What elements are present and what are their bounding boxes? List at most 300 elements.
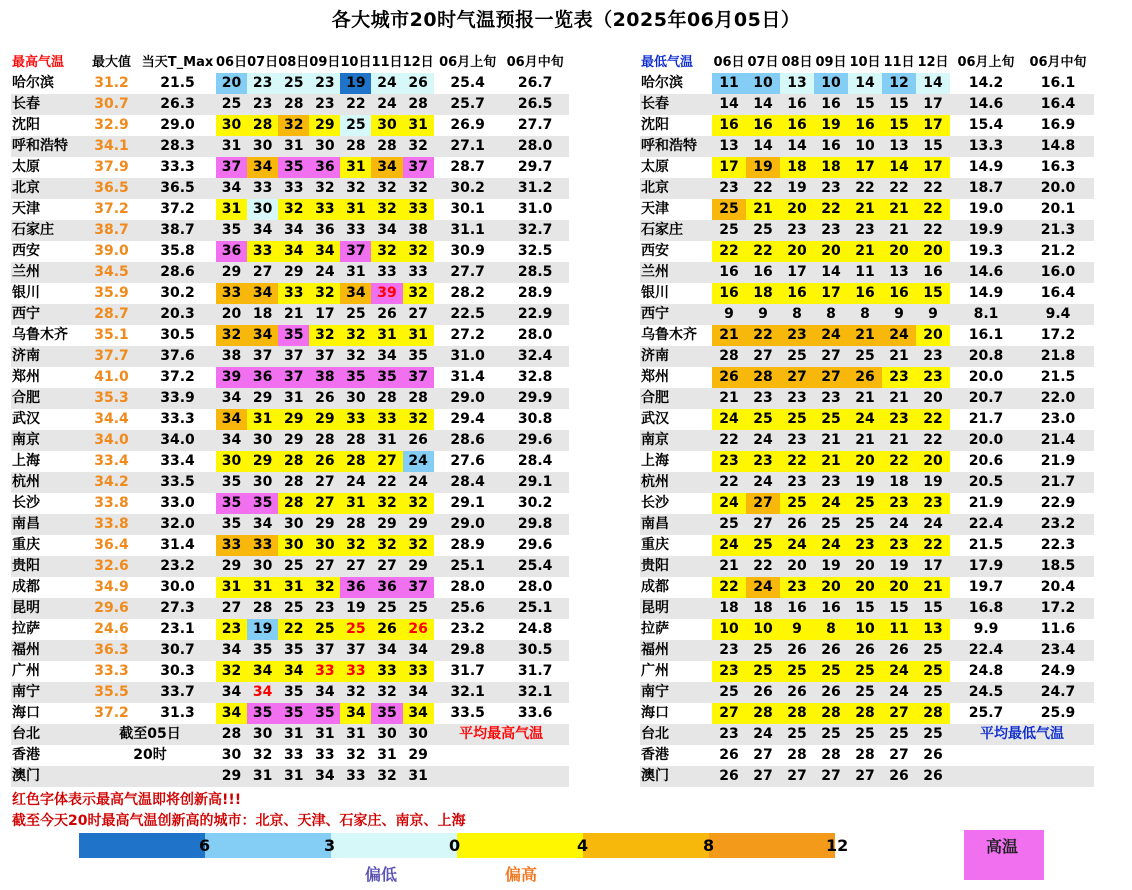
low-temp-cell: 22	[848, 178, 882, 199]
table-row	[640, 220, 1094, 241]
legend-hot-label: 高温	[986, 837, 1019, 856]
low-avg-early: 20.7	[950, 388, 1022, 409]
high-temp-cell: 36	[247, 367, 278, 388]
city-name: 呼和浩特	[640, 136, 712, 157]
high-temp-cell: 31	[247, 766, 278, 787]
low-temp-cell: 15	[916, 598, 950, 619]
high-temp-cell: 31	[216, 199, 247, 220]
table-row	[11, 472, 569, 493]
low-avg-early: 8.1	[950, 304, 1022, 325]
low-temp-cell: 14	[916, 73, 950, 94]
high-avg-mid: 30.2	[517, 495, 553, 511]
today-max: 截至05日	[84, 724, 216, 745]
high-temp-cell: 32	[309, 325, 340, 346]
low-temp-cell: 26	[848, 367, 882, 388]
high-temp-cell: 17	[309, 304, 340, 325]
table-row	[11, 157, 569, 178]
city-name: 西安	[12, 243, 40, 259]
high-temp-cell: 32	[371, 241, 402, 262]
low-avg-early	[950, 766, 1022, 787]
low-temp-cell: 23	[882, 409, 916, 430]
today-max: 20时	[133, 747, 167, 763]
high-avg-early: 25.1	[434, 556, 502, 577]
low-temp-cell: 28	[746, 703, 780, 724]
table-row	[11, 661, 569, 682]
high-temp-cell: 28	[278, 472, 309, 493]
city-name: 太原	[12, 159, 40, 175]
high-temp-cell: 25	[278, 556, 309, 577]
low-avg-mid: 21.3	[1022, 220, 1094, 241]
low-temp-cell: 18	[746, 283, 780, 304]
low-temp-cell: 22	[712, 577, 746, 598]
high-avg-early: 27.1	[434, 136, 502, 157]
low-temp-cell: 19	[780, 178, 814, 199]
low-temp-cell: 24	[882, 682, 916, 703]
low-temp-cell: 15	[882, 598, 916, 619]
high-temp-cell: 32	[403, 283, 434, 304]
high-temp-cell: 37	[309, 346, 340, 367]
high-temp-cell: 33	[371, 262, 402, 283]
table-row	[640, 514, 1094, 535]
low-avg-mid	[1022, 766, 1094, 787]
table-row	[640, 199, 1094, 220]
high-temp-cell: 23	[247, 94, 278, 115]
high-avg-early: 30.9	[450, 243, 485, 259]
city-name: 海口	[641, 705, 669, 721]
high-avg-early: 28.0	[450, 579, 485, 595]
high-temp-cell: 31	[403, 115, 434, 136]
table-row	[640, 724, 1094, 745]
high-temp-cell: 36	[309, 220, 340, 241]
low-temp-cell: 13	[882, 136, 916, 157]
high-avg-mid: 30.8	[517, 411, 553, 427]
low-temp-cell: 21	[712, 325, 746, 346]
low-temp-cell: 23	[746, 451, 780, 472]
high-temp-cell: 25	[340, 619, 371, 640]
high-avg-mid: 31.2	[502, 178, 569, 199]
low-avg-mid: 21.8	[1022, 346, 1094, 367]
table-row	[640, 325, 1094, 346]
table-row	[640, 598, 1094, 619]
low-avg-mid: 21.7	[1022, 472, 1094, 493]
low-temp-cell: 13	[780, 73, 814, 94]
city-name: 贵阳	[11, 556, 84, 577]
city-name: 长沙	[641, 495, 669, 511]
high-avg-mid: 32.4	[502, 346, 569, 367]
high-temp-cell: 32	[278, 115, 309, 136]
city-name: 香港	[641, 747, 669, 763]
low-temp-cell: 14	[814, 262, 848, 283]
low-temp-cell: 22	[916, 409, 950, 430]
high-temp-cell: 33	[340, 661, 371, 682]
max-record: 34.0	[84, 430, 139, 451]
low-temp-cell: 20	[780, 199, 814, 220]
low-temp-cell: 23	[780, 388, 814, 409]
high-temp-cell: 30	[371, 724, 402, 745]
low-temp-cell: 16	[916, 262, 950, 283]
high-avg-mid: 32.5	[517, 243, 553, 259]
high-temp-cell: 32	[309, 178, 340, 199]
high-temp-cell: 25	[371, 598, 402, 619]
low-temp-cell: 14	[746, 136, 780, 157]
high-temp-cell: 29	[278, 409, 309, 430]
high-avg-early: 28.6	[434, 430, 502, 451]
low-temp-cell: 18	[814, 157, 848, 178]
low-temp-cell: 24	[882, 514, 916, 535]
low-avg-early: 19.7	[968, 579, 1004, 595]
low-avg-early: 21.9	[968, 495, 1004, 511]
high-temp-cell: 22	[371, 472, 402, 493]
high-avg-early: 28.7	[450, 159, 485, 175]
high-avg-mid: 28.0	[502, 136, 569, 157]
low-temp-cell: 25	[848, 661, 882, 682]
high-temp-cell: 36	[216, 241, 247, 262]
low-avg-early: 20.0	[950, 430, 1022, 451]
low-avg-mid: 22.0	[1022, 388, 1094, 409]
table-row	[11, 766, 569, 787]
low-temp-cell: 26	[916, 766, 950, 787]
low-temp-cell: 27	[753, 747, 773, 763]
today-max: 30.5	[160, 327, 195, 343]
low-temp-cell: 24	[848, 409, 882, 430]
high-temp-cell: 30	[309, 535, 340, 556]
low-avg-mid: 16.1	[1040, 75, 1076, 91]
high-temp-cell: 34	[247, 514, 278, 535]
low-temp-cell: 10	[712, 619, 746, 640]
high-avg-mid: 29.6	[502, 430, 569, 451]
high-temp-cell: 30	[247, 556, 278, 577]
low-avg-early: 19.9	[950, 220, 1022, 241]
low-temp-cell: 27	[780, 766, 814, 787]
low-temp-cell: 22	[746, 178, 780, 199]
low-temp-cell: 24	[746, 472, 780, 493]
low-temp-cell: 13	[916, 619, 950, 640]
max-record: 37.2	[94, 705, 129, 721]
high-temp-cell: 34	[278, 220, 309, 241]
high-temp-cell: 28	[340, 514, 371, 535]
right-header-0: 最低气温	[641, 55, 694, 70]
high-temp-cell: 24	[403, 451, 434, 472]
high-temp-cell: 31	[278, 724, 309, 745]
low-temp-cell: 8	[848, 304, 882, 325]
today-max: 35.8	[160, 243, 195, 259]
color-legend	[79, 833, 1045, 858]
high-avg-early: 28.2	[450, 285, 485, 301]
high-temp-cell: 34	[309, 241, 340, 262]
high-temp-cell: 37	[309, 640, 340, 661]
left-header-5: 08日	[278, 55, 310, 70]
low-temp-cell: 19	[882, 556, 916, 577]
high-temp-cell: 28	[371, 388, 402, 409]
low-temp-cell: 22	[916, 220, 950, 241]
high-temp-cell: 34	[403, 640, 434, 661]
low-temp-cell: 25	[916, 724, 950, 745]
today-max: 23.1	[160, 621, 195, 637]
note-record-cities: 截至今天20时最高气温创新高的城市：北京、天津、石家庄、南京、上海	[12, 813, 466, 829]
high-temp-cell: 33	[403, 262, 434, 283]
city-name: 广州	[12, 663, 40, 679]
low-temp-cell: 21	[882, 346, 916, 367]
max-record: 39.0	[94, 243, 129, 259]
high-temp-cell: 28	[247, 598, 278, 619]
high-temp-cell: 20	[216, 73, 247, 94]
high-temp-cell: 34	[278, 241, 309, 262]
left-header-3: 06日	[216, 55, 248, 70]
high-temp-cell: 32	[403, 241, 434, 262]
high-temp-cell: 34	[247, 220, 278, 241]
max-temp-table	[11, 52, 569, 787]
low-temp-cell: 16	[848, 115, 882, 136]
low-temp-cell: 11	[882, 619, 916, 640]
table-row	[11, 115, 569, 136]
high-temp-cell: 29	[408, 747, 428, 763]
high-temp-cell: 34	[247, 283, 278, 304]
low-avg-early: 14.6	[950, 94, 1022, 115]
low-temp-cell: 25	[814, 409, 848, 430]
high-temp-cell: 19	[247, 619, 278, 640]
high-temp-cell: 34	[216, 682, 247, 703]
low-temp-cell: 11	[712, 73, 746, 94]
high-temp-cell: 37	[216, 157, 247, 178]
table-row	[11, 556, 569, 577]
low-temp-cell: 17	[916, 115, 950, 136]
low-temp-cell: 26	[814, 682, 848, 703]
high-avg-early: 29.1	[450, 495, 485, 511]
high-temp-cell: 38	[309, 367, 340, 388]
city-name: 南京	[640, 430, 712, 451]
high-temp-cell: 34	[216, 640, 247, 661]
low-temp-cell: 17	[916, 94, 950, 115]
low-temp-cell: 28	[821, 747, 841, 763]
high-temp-cell: 24	[371, 94, 402, 115]
low-temp-cell: 22	[712, 472, 746, 493]
high-avg-early: 31.1	[434, 220, 502, 241]
low-temp-cell: 21	[848, 199, 882, 220]
high-temp-cell: 30	[216, 115, 247, 136]
low-temp-cell: 24	[882, 661, 916, 682]
high-temp-cell: 25	[278, 598, 309, 619]
max-record: 34.1	[84, 136, 139, 157]
high-temp-cell: 34	[216, 409, 247, 430]
max-record: 29.6	[84, 598, 139, 619]
low-avg-early: 21.7	[968, 411, 1004, 427]
high-temp-cell: 29	[216, 262, 247, 283]
table-row	[11, 745, 569, 766]
high-temp-cell: 35	[403, 346, 434, 367]
high-temp-cell: 28	[278, 493, 309, 514]
high-temp-cell: 27	[309, 472, 340, 493]
low-temp-cell: 10	[814, 73, 848, 94]
low-avg-mid: 22.9	[1040, 495, 1076, 511]
high-temp-cell: 29	[371, 514, 402, 535]
high-temp-cell: 39	[371, 283, 402, 304]
high-avg-early: 29.0	[434, 388, 502, 409]
low-avg-mid: 21.9	[1040, 453, 1076, 469]
low-temp-cell: 25	[780, 724, 814, 745]
low-temp-cell: 16	[814, 598, 848, 619]
high-temp-cell: 19	[340, 598, 371, 619]
high-temp-cell: 31	[377, 747, 397, 763]
low-temp-cell: 23	[780, 577, 814, 598]
low-temp-cell: 25	[916, 682, 950, 703]
low-temp-cell: 27	[746, 766, 780, 787]
low-temp-cell: 23	[712, 178, 746, 199]
low-avg-mid	[1022, 745, 1094, 766]
high-avg-mid: 30.5	[502, 640, 569, 661]
low-temp-cell: 10	[848, 136, 882, 157]
high-avg-early: 33.5	[450, 705, 485, 721]
high-temp-cell: 34	[247, 661, 278, 682]
table-row	[11, 451, 569, 472]
low-avg-label: 平均最低气温	[950, 724, 1094, 745]
high-temp-cell: 29	[247, 451, 278, 472]
low-temp-cell: 21	[814, 451, 848, 472]
low-avg-mid: 14.8	[1022, 136, 1094, 157]
low-avg-mid: 16.3	[1040, 159, 1076, 175]
low-temp-cell: 21	[882, 220, 916, 241]
high-temp-cell: 29	[309, 514, 340, 535]
high-temp-cell: 34	[216, 178, 247, 199]
low-temp-cell: 27	[746, 493, 780, 514]
high-temp-cell: 30	[340, 388, 371, 409]
max-record: 33.8	[84, 514, 139, 535]
high-temp-cell: 30	[216, 451, 247, 472]
high-temp-cell: 39	[216, 367, 247, 388]
low-temp-cell: 14	[848, 73, 882, 94]
high-avg-mid: 29.9	[502, 388, 569, 409]
low-temp-cell: 18	[780, 157, 814, 178]
low-temp-cell: 26	[746, 682, 780, 703]
low-temp-cell: 15	[848, 598, 882, 619]
high-temp-cell: 33	[403, 661, 434, 682]
low-avg-mid: 23.2	[1022, 514, 1094, 535]
high-avg-mid: 25.1	[502, 598, 569, 619]
high-temp-cell: 28	[340, 136, 371, 157]
high-avg-mid	[502, 766, 569, 787]
city-name: 哈尔滨	[641, 75, 683, 91]
table-row	[11, 577, 569, 598]
low-avg-mid: 21.2	[1040, 243, 1076, 259]
low-temp-cell: 18	[746, 598, 780, 619]
high-avg-early: 27.7	[434, 262, 502, 283]
low-avg-early: 20.8	[950, 346, 1022, 367]
city-name: 西宁	[640, 304, 712, 325]
city-name: 石家庄	[11, 220, 84, 241]
table-row	[11, 598, 569, 619]
low-avg-early: 18.7	[950, 178, 1022, 199]
high-temp-cell: 31	[247, 409, 278, 430]
legend-tick: 4	[577, 836, 589, 855]
low-temp-cell: 21	[916, 577, 950, 598]
low-temp-cell: 24	[746, 724, 780, 745]
low-temp-cell: 21	[712, 556, 746, 577]
high-avg-mid: 31.0	[517, 201, 553, 217]
city-name: 成都	[641, 579, 669, 595]
legend-segment	[79, 833, 205, 858]
city-name: 兰州	[640, 262, 712, 283]
high-temp-cell: 35	[371, 703, 402, 724]
table-row	[11, 703, 569, 724]
city-name: 沈阳	[12, 117, 40, 133]
high-temp-cell: 32	[403, 136, 434, 157]
right-header-2: 07日	[747, 55, 779, 70]
today-max: 38.7	[139, 220, 216, 241]
low-avg-mid: 23.4	[1022, 640, 1094, 661]
low-temp-cell: 25	[780, 661, 814, 682]
low-avg-mid: 20.1	[1040, 201, 1076, 217]
high-temp-cell: 29	[403, 556, 434, 577]
city-name: 南京	[11, 430, 84, 451]
max-record: 34.5	[84, 262, 139, 283]
high-avg-early: 31.4	[450, 369, 485, 385]
low-temp-cell: 15	[882, 115, 916, 136]
city-name: 杭州	[640, 472, 712, 493]
high-temp-cell: 35	[371, 367, 402, 388]
table-row	[640, 94, 1094, 115]
high-temp-cell: 34	[371, 640, 402, 661]
low-temp-cell: 22	[780, 451, 814, 472]
low-temp-cell: 26	[848, 640, 882, 661]
high-temp-cell: 33	[247, 178, 278, 199]
high-avg-mid: 28.9	[517, 285, 553, 301]
low-avg-early: 14.2	[968, 75, 1004, 91]
low-temp-cell: 28	[787, 747, 807, 763]
high-avg-early: 28.4	[434, 472, 502, 493]
low-temp-cell: 18	[712, 598, 746, 619]
low-temp-cell: 15	[916, 283, 950, 304]
low-avg-early	[950, 745, 1022, 766]
low-temp-cell: 27	[780, 367, 814, 388]
max-record: 35.5	[84, 682, 139, 703]
max-record: 32.6	[84, 556, 139, 577]
high-temp-cell: 27	[371, 451, 402, 472]
high-temp-cell: 20	[216, 304, 247, 325]
low-temp-cell: 25	[780, 493, 814, 514]
legend-tick: 8	[703, 836, 715, 855]
high-temp-cell: 38	[403, 220, 434, 241]
high-temp-cell: 27	[247, 262, 278, 283]
low-avg-early: 19.3	[968, 243, 1004, 259]
high-temp-cell: 27	[340, 556, 371, 577]
left-header-11: 06月中旬	[506, 55, 564, 70]
low-temp-cell: 14	[712, 94, 746, 115]
high-temp-cell: 33	[247, 241, 278, 262]
today-max	[139, 766, 216, 787]
high-avg-early: 30.1	[450, 201, 485, 217]
low-temp-cell: 21	[848, 388, 882, 409]
low-temp-cell: 22	[882, 178, 916, 199]
high-avg-early: 31.0	[434, 346, 502, 367]
low-temp-cell: 26	[780, 640, 814, 661]
high-temp-cell: 31	[278, 136, 309, 157]
low-avg-mid: 16.4	[1040, 285, 1076, 301]
city-name: 长春	[640, 94, 712, 115]
high-temp-cell: 28	[403, 94, 434, 115]
low-avg-early: 19.0	[968, 201, 1004, 217]
low-temp-cell: 25	[848, 346, 882, 367]
high-temp-cell: 32	[371, 493, 402, 514]
high-avg-early: 27.2	[450, 327, 485, 343]
low-temp-cell: 24	[780, 535, 814, 556]
low-temp-cell: 27	[814, 346, 848, 367]
low-avg-mid: 9.4	[1022, 304, 1094, 325]
low-avg-early: 21.5	[968, 537, 1004, 553]
low-temp-cell: 21	[848, 325, 882, 346]
city-name: 银川	[641, 285, 669, 301]
table-row	[640, 556, 1094, 577]
high-avg-mid: 29.7	[517, 159, 553, 175]
high-temp-cell: 36	[371, 577, 402, 598]
